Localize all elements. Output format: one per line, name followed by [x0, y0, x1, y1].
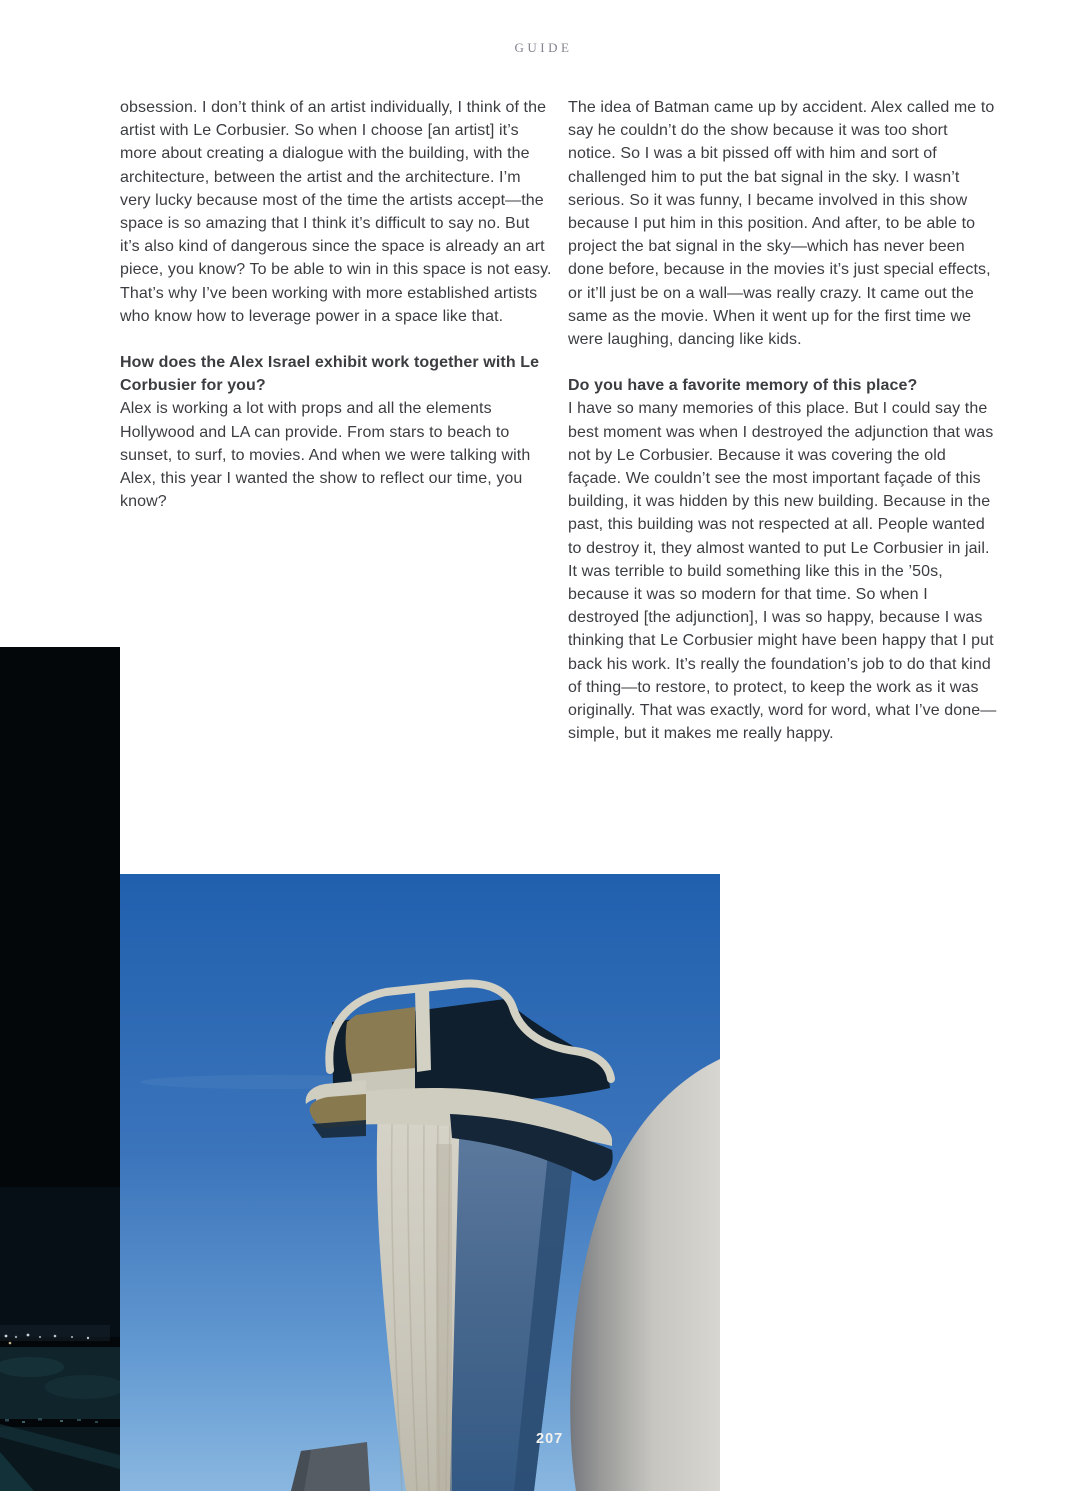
tower-photo-graphic	[120, 874, 720, 1491]
interview-question: How does the Alex Israel exhibit work together with Le Corbusier for you?	[120, 354, 540, 395]
interview-question: Do you have a favorite memory of this place?	[568, 377, 918, 395]
night-photo-graphic	[0, 647, 120, 1491]
paragraph: The idea of Batman came up by accident. Alex called me to say he couldn’t do the show because it was too short notice. So I was a bit pissed off with him and sort of challenged him to put the bat signal in the sky. I wasn’t serious. So it was funny, I became involved in this show because I put him in this position. And after, to be able to project the bat signal in the sky—which has never been done before, because in the movies it’s just special effects, or it’ll just be on a wall—was really crazy. It came out the same as the movie. When it went up for the first time we were laughing, dancing like kids.	[568, 99, 995, 349]
right-column	[568, 96, 1000, 745]
page-number: 207	[536, 1431, 564, 1447]
le-corbusier-tower-photo	[120, 874, 720, 1491]
interview-answer: I have so many memories of this place. But I could say the best moment was when I destroyed the adjunction that was not by Le Corbusier. Because it was covering the old façade. We couldn’t see the most important façade of this building, it was hidden by this new building. Because in the past, this building was not respected at all. People wanted to destroy it, they almost wanted to put Le Corbusier in jail. It was terrible to build something like this in the ’50s, because it was so modern for that time. So when I destroyed [the adjunction], I was so happy, because I was thinking that Le Corbusier might have been happy that I put back his work. It’s really the foundation’s job to do that kind of thing—to restore, to protect, to keep the work as it was originally. That was exactly, word for word, what I’ve done—simple, but it makes me really happy.	[568, 400, 997, 743]
page-header: GUIDE	[514, 40, 573, 55]
cap-tan-panel	[346, 1007, 415, 1074]
cap-divider-post	[415, 988, 431, 1072]
left-column	[120, 96, 552, 745]
article-body	[120, 96, 1000, 745]
interview-answer: Alex is working a lot with props and all the elements Hollywood and LA can provide. From stars to beach to sunset, to surf, to movies. And when we were talking with Alex, this year I wanted the show to reflect our time, you know?	[120, 400, 531, 511]
left-strip-photo	[0, 647, 120, 1491]
paragraph: obsession. I don’t think of an artist individually, I think of the artist with Le Corbusier. So when I choose [an artist] it’s more about creating a dialogue with the building, with the architecture, between the artist and the architecture. I’m very lucky because most of the time the artists accept—the space is so amazing that I think it’s difficult to say no. But it’s also kind of dangerous since the space is already an art piece, you know? To be able to win in this space is not easy. That’s why I’ve been working with more established artists who know how to leverage power in a space like that.	[120, 99, 552, 325]
streak-blotch	[436, 1144, 452, 1491]
